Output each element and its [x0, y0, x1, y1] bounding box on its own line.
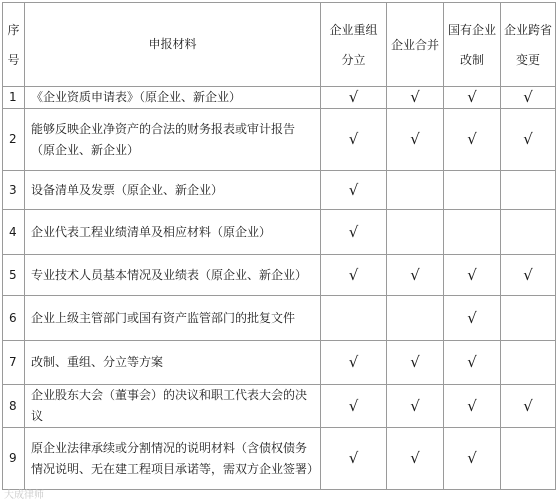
- check-mark-icon: √: [444, 341, 501, 385]
- empty-cell: [501, 341, 556, 385]
- table-row: [3, 428, 556, 490]
- row-serial-number: 2: [3, 109, 25, 171]
- row-serial-number: 7: [3, 341, 25, 385]
- table-row: [3, 385, 556, 428]
- header-material: 申报材料: [25, 3, 321, 87]
- check-mark-icon: √: [387, 341, 444, 385]
- table-row: [3, 296, 556, 341]
- row-material: 企业股东大会（董事会）的决议和职工代表大会的决议: [25, 385, 321, 428]
- empty-cell: [387, 210, 444, 255]
- check-mark-icon: √: [321, 255, 387, 296]
- check-mark-icon: √: [321, 210, 387, 255]
- check-mark-icon: √: [501, 385, 556, 428]
- empty-cell: [387, 171, 444, 210]
- row-serial-number: 9: [3, 428, 25, 490]
- empty-cell: [501, 296, 556, 341]
- empty-cell: [444, 210, 501, 255]
- row-serial-number: 3: [3, 171, 25, 210]
- check-mark-icon: √: [387, 109, 444, 171]
- row-material: 企业上级主管部门或国有资产监管部门的批复文件: [25, 296, 321, 341]
- header-col-cross-province: 企业跨省变更: [501, 3, 556, 87]
- empty-cell: [501, 171, 556, 210]
- check-mark-icon: √: [387, 428, 444, 490]
- check-mark-icon: √: [444, 255, 501, 296]
- empty-cell: [501, 210, 556, 255]
- table-row: [3, 341, 556, 385]
- empty-cell: [321, 296, 387, 341]
- header-col-soe-reform: 国有企业改制: [444, 3, 501, 87]
- row-serial-number: 6: [3, 296, 25, 341]
- check-mark-icon: √: [321, 428, 387, 490]
- check-mark-icon: √: [387, 255, 444, 296]
- row-material: 设备清单及发票（原企业、新企业）: [25, 171, 321, 210]
- row-serial-number: 1: [3, 87, 25, 109]
- check-mark-icon: √: [501, 87, 556, 109]
- header-serial-number: 序号: [3, 3, 25, 87]
- row-serial-number: 4: [3, 210, 25, 255]
- check-mark-icon: √: [321, 87, 387, 109]
- table-row: [3, 255, 556, 296]
- check-mark-icon: √: [444, 428, 501, 490]
- row-material: 改制、重组、分立等方案: [25, 341, 321, 385]
- empty-cell: [501, 428, 556, 490]
- check-mark-icon: √: [501, 255, 556, 296]
- check-mark-icon: √: [444, 296, 501, 341]
- check-mark-icon: √: [501, 109, 556, 171]
- check-mark-icon: √: [444, 109, 501, 171]
- table-row: [3, 109, 556, 171]
- empty-cell: [387, 296, 444, 341]
- table-row: [3, 87, 556, 109]
- check-mark-icon: √: [321, 171, 387, 210]
- empty-cell: [444, 171, 501, 210]
- check-mark-icon: √: [444, 385, 501, 428]
- row-material: 原企业法律承续或分割情况的说明材料（含债权债务情况说明、无在建工程项目承诺等，需双方企业签署）: [25, 428, 321, 490]
- row-serial-number: 5: [3, 255, 25, 296]
- row-material: 能够反映企业净资产的合法的财务报表或审计报告（原企业、新企业）: [25, 109, 321, 171]
- check-mark-icon: √: [321, 341, 387, 385]
- check-mark-icon: √: [444, 87, 501, 109]
- header-col-merger: 企业合并: [387, 3, 444, 87]
- check-mark-icon: √: [387, 87, 444, 109]
- table-row: [3, 171, 556, 210]
- row-material: 《企业资质申请表》（原企业、新企业）: [25, 87, 321, 109]
- row-material: 企业代表工程业绩清单及相应材料（原企业）: [25, 210, 321, 255]
- row-serial-number: 8: [3, 385, 25, 428]
- table-row: [3, 210, 556, 255]
- check-mark-icon: √: [321, 109, 387, 171]
- materials-table: [2, 2, 556, 490]
- check-mark-icon: √: [321, 385, 387, 428]
- header-col-restructure-split: 企业重组分立: [321, 3, 387, 87]
- watermark: 大成律师: [4, 490, 44, 501]
- check-mark-icon: √: [387, 385, 444, 428]
- table-header-row: [3, 3, 556, 87]
- row-material: 专业技术人员基本情况及业绩表（原企业、新企业）: [25, 255, 321, 296]
